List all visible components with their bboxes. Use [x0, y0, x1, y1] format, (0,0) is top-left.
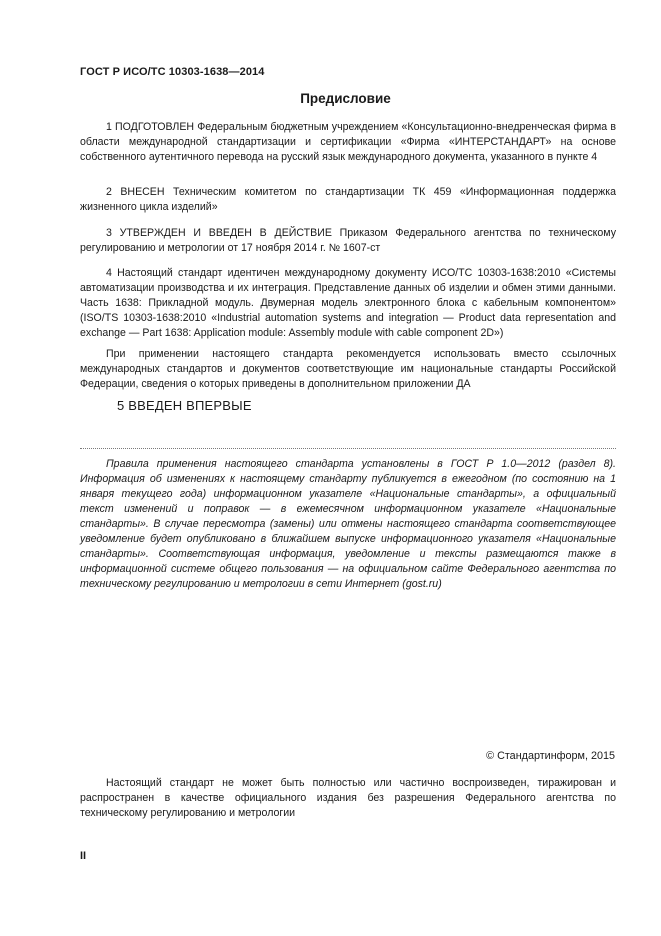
document-header: ГОСТ Р ИСО/ТС 10303-1638—2014 — [80, 66, 265, 78]
paragraph-prepared-by: 1 ПОДГОТОВЛЕН Федеральным бюджетным учреждением «Консультационно-внедренческая фирма в области международной стандартизации и сертификации «Фирма «ИНТЕРСТАНДАРТ» на основе собственного аутентичного перевода на русский язык международного документа, указанного в пункте 4 — [80, 121, 616, 163]
paragraph-references-note: При применении настоящего стандарта рекомендуется использовать вместо ссылочных международных стандартов и документов соответствующие им национальные стандарты Российской Федерации, сведения о которых приведены в дополнительном приложении ДА — [80, 348, 616, 390]
section-title: Предисловие — [300, 91, 391, 106]
paragraph-identical-to: 4 Настоящий стандарт идентичен международному документу ИСО/ТС 10303-1638:2010 «Системы автоматизации производства и их интеграция. Представление данных об изделии и обмен этими данными. Часть 1638: Прикладной модуль. Двумерная модель электронного блока с кабельным компонентом» (ISO/TS 10303-1638:2010 «Industrial automation systems and integration — Product data representation and exchange — Part 1638: Application module: Assembly module with cable component 2D») — [80, 267, 616, 339]
application-rules-note: Правила применения настоящего стандарта установлены в ГОСТ Р 1.0—2012 (раздел 8). Информация об изменениях к настоящему стандарту публикуется в ежегодном (по состоянию на 1 января текущего года) информационном указателе «Национальные стандарты», а официальный текст изменений и поправок — в ежемесячном информационном указателе «Национальные стандарты». В случае пересмотра (замены) или отмены настоящего стандарта соответствующее уведомление будет опубликовано в ближайшем выпуске информационного указателя «Национальные стандарты». Соответствующая информация, уведомление и тексты размещаются также в информационной системе общего пользования — на официальном сайте Федерального агентства по техническому регулированию и метрологии в сети Интернет (gost.ru) — [80, 458, 616, 590]
copyright-line: © Стандартинформ, 2015 — [486, 750, 615, 762]
divider — [80, 448, 616, 449]
paragraph-submitted-by: 2 ВНЕСЕН Техническим комитетом по стандартизации ТК 459 «Информационная поддержка жизненного цикла изделий» — [80, 186, 616, 213]
paragraph-approved: 3 УТВЕРЖДЕН И ВВЕДЕН В ДЕЙСТВИЕ Приказом Федерального агентства по техническому регулированию и метрологии от 17 ноября 2014 г. № 1607-ст — [80, 227, 616, 254]
page-number: II — [80, 850, 87, 862]
reproduction-notice: Настоящий стандарт не может быть полностью или частично воспроизведен, тиражирован и распространен в качестве официального издания без разрешения Федерального агентства по техническому регулированию и метрологии — [80, 777, 616, 819]
paragraph-introduced-first: 5 ВВЕДЕН ВПЕРВЫЕ — [117, 398, 252, 413]
